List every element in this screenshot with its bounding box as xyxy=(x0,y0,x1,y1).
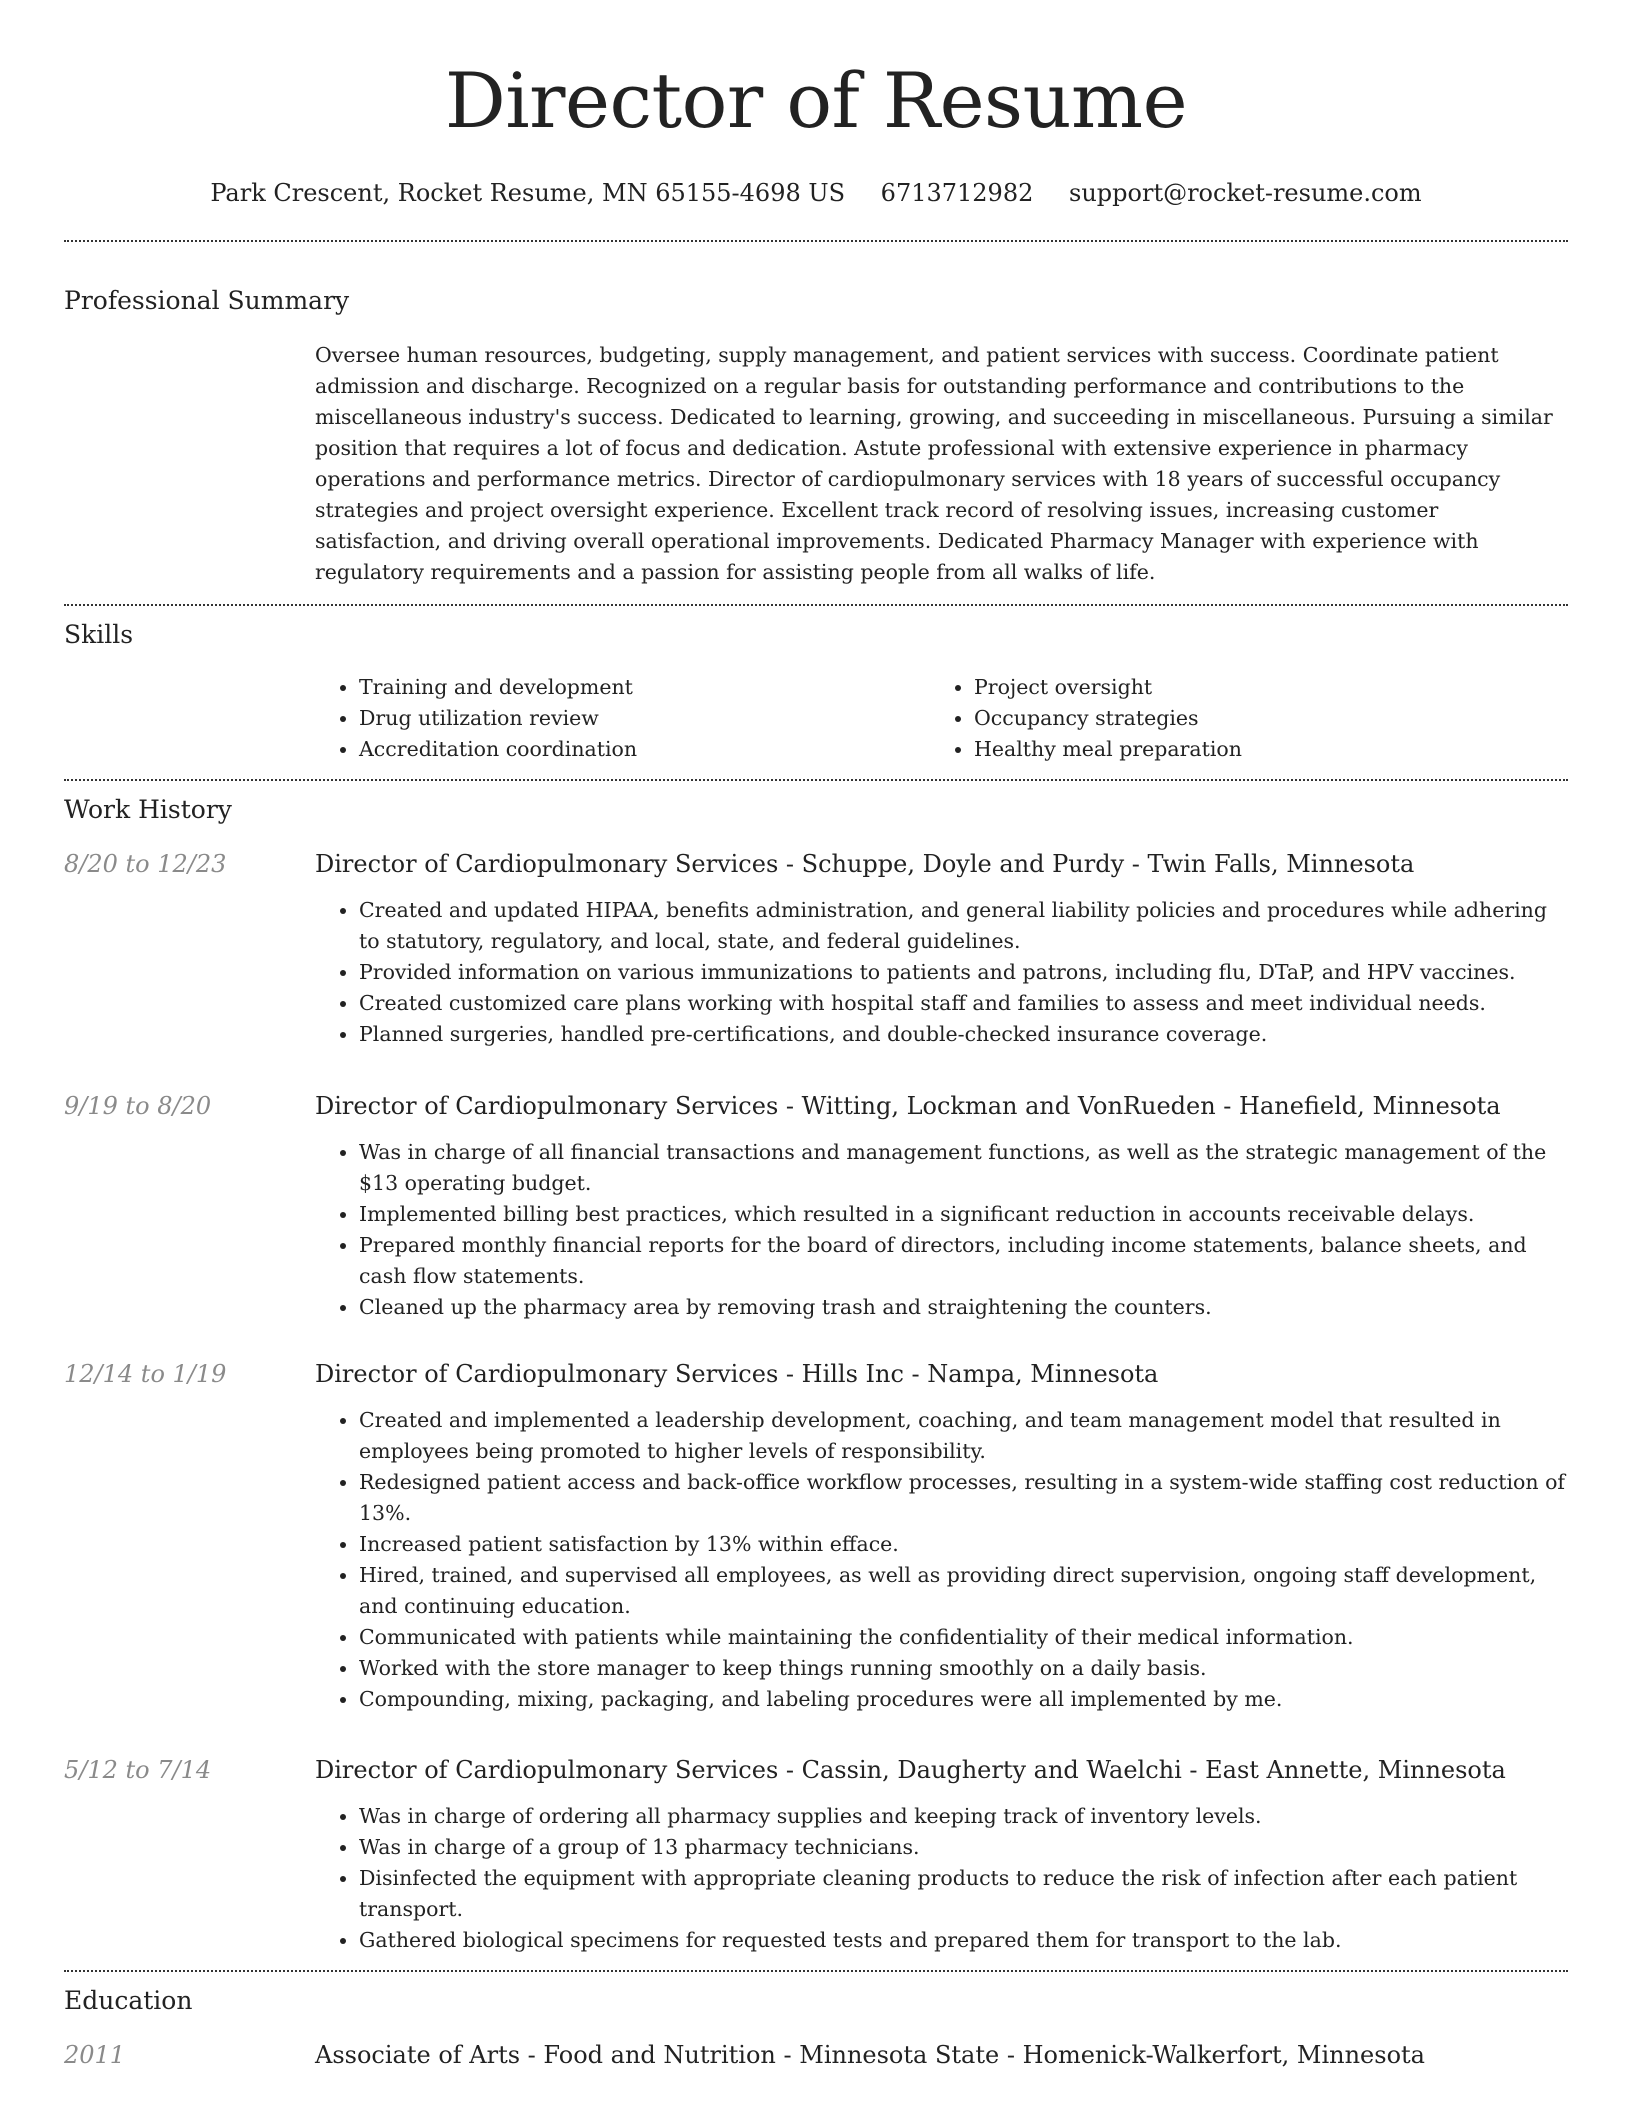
job-duty: • Was in charge of all financial transactions and management functions, as well as the strategic management of the $13 operating budget. xyxy=(359,1137,1568,1199)
job-entry xyxy=(64,1357,1568,1715)
job-duty: • Redesigned patient access and back-office workflow processes, resulting in a system-wide staffing cost reduction of 13%. xyxy=(359,1467,1568,1529)
job-duties xyxy=(315,895,1568,1050)
skill-item: • Training and development xyxy=(359,672,930,703)
skills-column-right xyxy=(930,672,1545,765)
contact-email: support@rocket-resume.com xyxy=(1069,179,1422,207)
skill-item: • Drug utilization review xyxy=(359,703,930,734)
job-duty: • Implemented billing best practices, which resulted in a significant reduction in accounts receivable delays. xyxy=(359,1199,1568,1230)
summary-text: Oversee human resources, budgeting, supply management, and patient services with success. Coordinate patient admission and discharge. Recognized on a regular basis for outstanding performance and contributions to the miscellaneous industry's success. Dedicated to learning, growing, and succeeding in miscellaneous. Pursuing a similar position that requires a lot of focus and dedication. Astute professional with extensive experience in pharmacy operations and performance metrics. Director of cardiopulmonary services with 18 years of successful occupancy strategies and project oversight experience. Excellent track record of resolving issues, increasing customer satisfaction, and driving overall operational improvements. Dedicated Pharmacy Manager with experience with regulatory requirements and a passion for assisting people from all walks of life. xyxy=(315,343,1553,584)
job-entry xyxy=(64,1753,1568,1956)
job-title: Director of Cardiopulmonary Services - Cassin, Daugherty and Waelchi - East Annette, Minnesota xyxy=(315,1756,1506,1784)
skills-list xyxy=(315,672,1568,765)
job-entry xyxy=(64,1089,1568,1323)
contact-line xyxy=(64,176,1568,210)
education-date: 2011 xyxy=(64,2041,126,2069)
job-duty: • Communicated with patients while maintaining the confidentiality of their medical information. xyxy=(359,1622,1568,1653)
job-duty: • Provided information on various immunizations to patients and patrons, including flu, DTaP, and HPV vaccines. xyxy=(359,957,1568,988)
skill-item: • Accreditation coordination xyxy=(359,734,930,765)
job-title: Director of Cardiopulmonary Services - Schuppe, Doyle and Purdy - Twin Falls, Minnesota xyxy=(315,850,1415,878)
job-duty: • Gathered biological specimens for requested tests and prepared them for transport to the lab. xyxy=(359,1925,1568,1956)
job-date: 12/14 to 1/19 xyxy=(64,1360,227,1388)
education-entry xyxy=(64,2038,1568,2072)
skills-section-title: Skills xyxy=(64,620,134,649)
section-divider xyxy=(64,1970,1568,1972)
job-duty: • Planned surgeries, handled pre-certifications, and double-checked insurance coverage. xyxy=(359,1019,1568,1050)
job-date: 5/12 to 7/14 xyxy=(64,1756,212,1784)
job-title: Director of Cardiopulmonary Services - Witting, Lockman and VonRueden - Hanefield, Minnesota xyxy=(315,1092,1501,1120)
resume-page xyxy=(64,0,1568,2072)
job-header xyxy=(64,1357,1568,1391)
job-duty: • Disinfected the equipment with appropriate cleaning products to reduce the risk of infection after each patient transport. xyxy=(359,1863,1568,1925)
job-duty: • Compounding, mixing, packaging, and labeling procedures were all implemented by me. xyxy=(359,1684,1568,1715)
job-date: 9/19 to 8/20 xyxy=(64,1092,212,1120)
skill-item: • Project oversight xyxy=(974,672,1545,703)
education-header xyxy=(64,2038,1568,2072)
job-header xyxy=(64,1089,1568,1123)
job-duty: • Hired, trained, and supervised all employees, as well as providing direct supervision, ongoing staff development, and continuing education. xyxy=(359,1560,1568,1622)
job-duty: • Created customized care plans working with hospital staff and families to assess and meet individual needs. xyxy=(359,988,1568,1019)
job-header xyxy=(64,1753,1568,1787)
contact-phone: 6713712982 xyxy=(880,179,1034,207)
job-duty: • Created and updated HIPAA, benefits administration, and general liability policies and procedures while adhering to statutory, regulatory, and local, state, and federal guidelines. xyxy=(359,895,1568,957)
resume-name: Director of Resume xyxy=(444,56,1188,145)
job-duty: • Cleaned up the pharmacy area by removing trash and straightening the counters. xyxy=(359,1292,1568,1323)
job-date: 8/20 to 12/23 xyxy=(64,850,227,878)
skill-item: • Occupancy strategies xyxy=(974,703,1545,734)
summary-section-title: Professional Summary xyxy=(64,286,350,315)
job-header xyxy=(64,847,1568,881)
job-duty: • Prepared monthly financial reports for the board of directors, including income statements, balance sheets, and cash flow statements. xyxy=(359,1230,1568,1292)
section-divider xyxy=(64,240,1568,242)
education-title: Associate of Arts - Food and Nutrition - Minnesota State - Homenick-Walkerfort, Minnesota xyxy=(315,2041,1425,2069)
job-duty: • Created and implemented a leadership development, coaching, and team management model that resulted in employees being promoted to higher levels of responsibility. xyxy=(359,1405,1568,1467)
job-duty: • Was in charge of ordering all pharmacy supplies and keeping track of inventory levels. xyxy=(359,1801,1568,1832)
contact-address: Park Crescent, Rocket Resume, MN 65155-4698 US xyxy=(210,179,846,207)
skills-column-left xyxy=(315,672,930,765)
education-section-title: Education xyxy=(64,1986,193,2015)
work-section-title: Work History xyxy=(64,795,232,824)
job-duties xyxy=(315,1405,1568,1715)
job-entry xyxy=(64,847,1568,1050)
section-divider xyxy=(64,604,1568,606)
job-duty: • Was in charge of a group of 13 pharmacy technicians. xyxy=(359,1832,1568,1863)
section-divider xyxy=(64,779,1568,781)
job-title: Director of Cardiopulmonary Services - Hills Inc - Nampa, Minnesota xyxy=(315,1360,1159,1388)
job-duties xyxy=(315,1137,1568,1323)
job-duty: • Worked with the store manager to keep things running smoothly on a daily basis. xyxy=(359,1653,1568,1684)
job-duty: • Increased patient satisfaction by 13% within efface. xyxy=(359,1529,1568,1560)
skill-item: • Healthy meal preparation xyxy=(974,734,1545,765)
job-duties xyxy=(315,1801,1568,1956)
